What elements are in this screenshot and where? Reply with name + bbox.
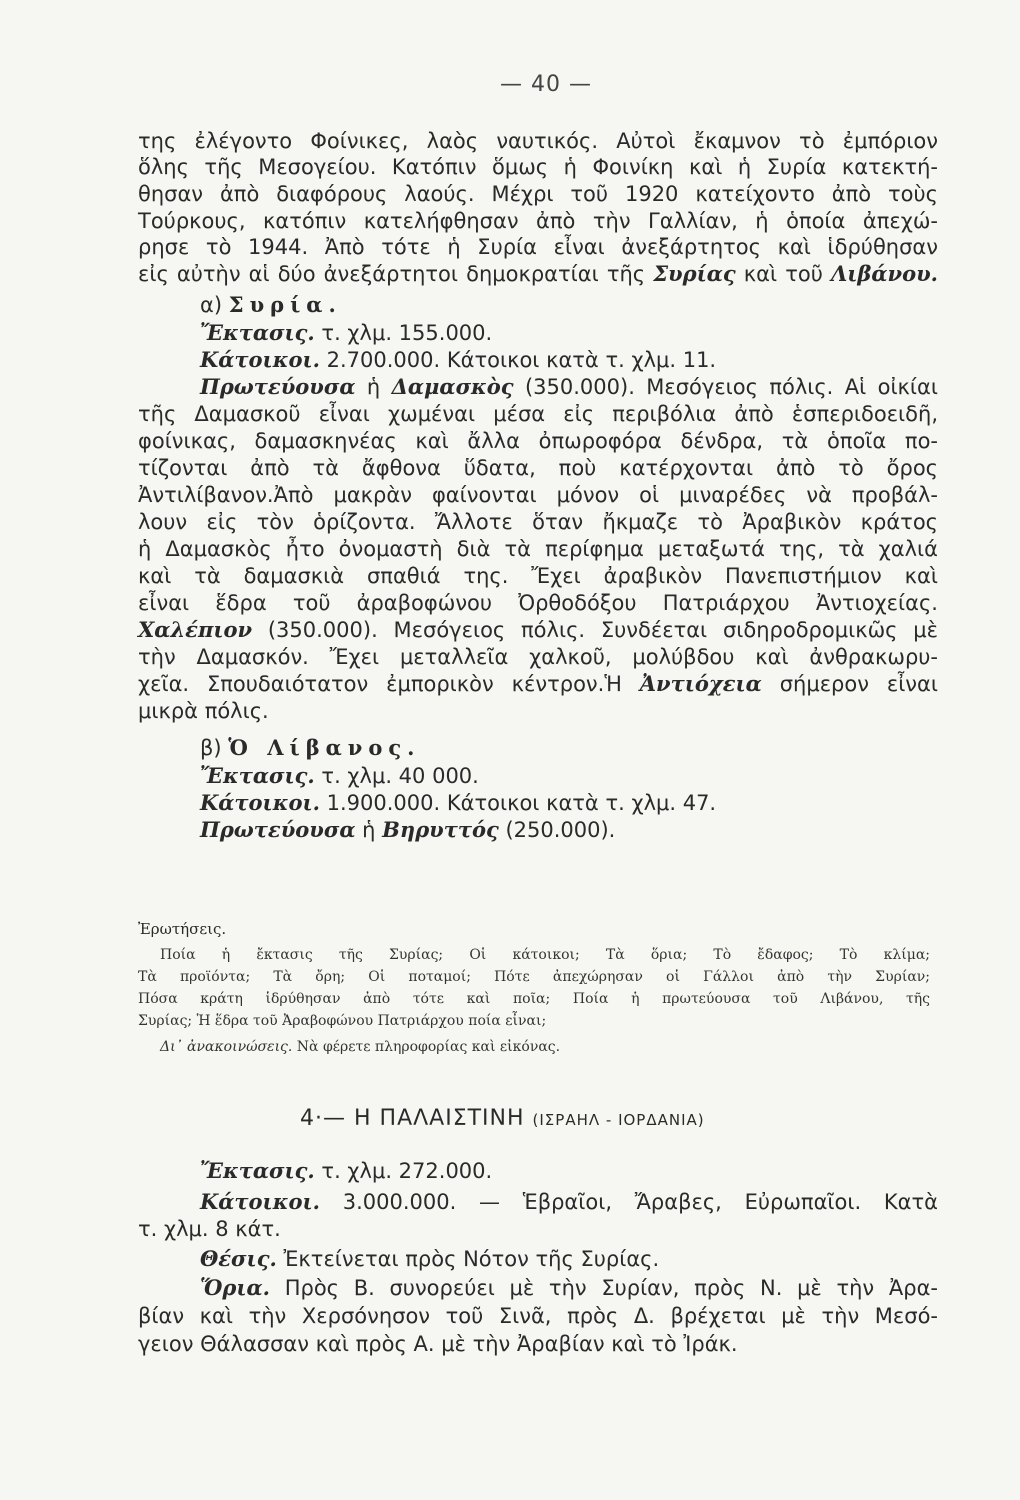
antioch-name: Ἀντιόχεια [639, 671, 762, 696]
borders-line: γειον Θάλασσαν καὶ πρὸς Α. μὲ τὴν Ἀραβίαν καὶ τὸ Ἰράκ. [138, 1332, 738, 1356]
capital-label: Πρωτεύουσα [200, 817, 356, 842]
question-line: Ποία ἡ ἔκτασις τῆς Συρίας; Οἱ κάτοικοι; Τὰ ὅρια; Τὸ ἔδαφος; Τὸ κλίμα; [160, 947, 930, 963]
lebanon-heading [200, 735, 600, 761]
aleppo-name: Χαλέπιον [138, 617, 253, 642]
lebanon-title: Ὁ Λίβανος. [228, 735, 421, 760]
lebanon-ref: Λιβάνου. [830, 261, 938, 286]
damascus-line: τίζονται ἀπὸ τὰ ἄφθονα ὕδατα, ποὺ κατέρχονται ἀπὸ τὸ ὄρος [138, 456, 938, 480]
palestine-subtitle: (ΙΣΡΑΗΛ - ΙΟΡΔΑΝΙΑ) [532, 1111, 705, 1129]
intro-line: ὅλης τῆς Μεσογείου. Κατόπιν ὅμως ἡ Φοινίκη καὶ ἡ Συρία κατεκτή- [138, 155, 938, 179]
syria-label: α) [200, 293, 223, 317]
palestine-population-line2: τ. χλμ. 8 κάτ. [138, 1217, 281, 1241]
palestine-position [200, 1246, 900, 1272]
area-value: τ. χλμ. 40 000. [321, 764, 479, 788]
lebanon-area [200, 763, 800, 789]
capital-name: Δαμασκὸς [391, 374, 514, 399]
intro-line: της ἐλέγοντο Φοίνικες, λαὸς ναυτικός. Αὐτοὶ ἔκαμνον τὸ ἐμπόριον [138, 129, 938, 153]
capital-rest: (350.000). Μεσόγειος πόλις. Αἱ οἰκίαι [513, 375, 938, 399]
position-label: Θέσις. [200, 1246, 277, 1271]
damascus-line: ἡ Δαμασκὸς ἦτο ὀνομαστὴ διὰ τὰ περίφημα μεταξωτά της, τὰ χαλιά [138, 537, 938, 561]
capital-pre: ἡ [355, 818, 383, 842]
antioch-pre: χεῖα. Σπουδαιότατον ἐμπορικὸν κέντρον.Ἡ [138, 672, 640, 696]
damascus-line: καὶ τὰ δαμασκιὰ σπαθιά της. Ἔχει ἀραβικὸν Πανεπιστήμιον καὶ [138, 564, 938, 588]
question-line: Πόσα κράτη ἱδρύθησαν ἀπὸ τότε καὶ ποῖα; Ποία ἡ πρωτεύουσα τοῦ Λιβάνου, τῆς [138, 991, 930, 1007]
damascus-line: εἶναι ἕδρα τοῦ ἀραβοφώνου Ὀρθοδόξου Πατριάρχου Ἀντιοχείας. [138, 591, 938, 615]
damascus-line: τῆς Δαμασκοῦ εἶναι χωμέναι μέσα εἰς περιβόλια ἀπὸ ἑσπεριδοειδῆ, [138, 402, 938, 426]
intro-and: καὶ τοῦ [735, 262, 831, 286]
communications-text: Νὰ φέρετε πληροφορίας καὶ εἰκόνας. [292, 1039, 561, 1055]
area-value: τ. χλμ. 272.000. [321, 1159, 493, 1183]
intro-line: Τούρκους, κατόπιν κατελήφθησαν ἀπὸ τὴν Γαλλίαν, ἡ ὁποία ἀπεχώ- [138, 209, 938, 233]
population-label: Κάτοικοι. [200, 347, 320, 372]
palestine-borders [200, 1275, 938, 1301]
borders-first: Πρὸς Β. συνορεύει μὲ τὴν Συρίαν, πρὸς Ν. μὲ τὴν Ἀρα- [270, 1276, 938, 1300]
syria-last-line: μικρὰ πόλις. [138, 699, 269, 723]
palestine-heading [300, 1106, 705, 1131]
capital-pre: ἡ [355, 375, 392, 399]
communications-line [160, 1036, 930, 1058]
lebanon-label: β) [200, 736, 222, 760]
questions-heading: Ἐρωτήσεις. [138, 920, 227, 938]
population-value: 1.900.000. Κάτοικοι κατὰ τ. χλμ. 47. [326, 791, 717, 815]
population-value: 2.700.000. Κάτοικοι κατὰ τ. χλμ. 11. [326, 348, 717, 372]
population-label: Κάτοικοι. [200, 790, 320, 815]
aleppo-rest: (350.000). Μεσόγειος πόλις. Συνδέεται σιδηροδρομικῶς μὲ [252, 618, 938, 642]
question-line: Τὰ προϊόντα; Τὰ ὄρη; Οἱ ποταμοί; Πότε ἀπεχώρησαν οἱ Γάλλοι ἀπὸ τὴν Συρίαν; [138, 969, 930, 985]
syria-title: Συρία. [228, 292, 342, 317]
syria-capital [200, 374, 938, 400]
area-label: Ἔκτασις. [200, 1158, 315, 1183]
lebanon-population [200, 790, 900, 816]
capital-name: Βηρυττός [382, 817, 499, 842]
area-label: Ἔκτασις. [200, 320, 315, 345]
area-label: Ἔκτασις. [200, 763, 315, 788]
syria-heading [200, 292, 600, 318]
area-value: τ. χλμ. 155.000. [321, 321, 493, 345]
borders-line: βίαν καὶ τὴν Χερσόνησον τοῦ Σινᾶ, πρὸς Δ. βρέχεται μὲ τὴν Μεσό- [138, 1304, 938, 1328]
population-value: 3.000.000. — Ἑβραῖοι, Ἄραβες, Εὐρωπαῖοι. Κατὰ [342, 1190, 938, 1214]
intro-text: εἰς αὐτὴν αἱ δύο ἀνεξάρτητοι δημοκρατίαι τῆς [138, 262, 654, 286]
intro-line: θησαν ἀπὸ διαφόρους λαούς. Μέχρι τοῦ 1920 κατείχοντο ἀπὸ τοὺς [138, 182, 938, 206]
capital-label: Πρωτεύουσα [200, 374, 356, 399]
question-line: Συρίας; Ἡ ἕδρα τοῦ Ἀραβοφώνου Πατριάρχου ποία εἶναι; [138, 1013, 547, 1029]
damascus-line: φοίνικας, δαμασκηνέας καὶ ἄλλα ὀπωροφόρα δένδρα, τὰ ὁποῖα πο- [138, 429, 938, 453]
antioch-line [138, 671, 938, 697]
damascus-line: Ἀντιλίβανον.Ἀπὸ μακρὰν φαίνονται μόνον οἱ μιναρέδες νὰ προβάλ- [138, 483, 938, 507]
intro-line: ρησε τὸ 1944. Ἀπὸ τότε ἡ Συρία εἶναι ἀνεξάρτητος καὶ ἱδρύθησαν [138, 235, 938, 259]
palestine-title: 4·— Η ΠΑΛΑΙΣΤΙΝΗ [300, 1106, 525, 1131]
syria-area [200, 320, 800, 346]
position-value: Ἐκτείνεται πρὸς Νότον τῆς Συρίας. [283, 1247, 660, 1271]
palestine-area [200, 1158, 800, 1184]
palestine-population [200, 1189, 938, 1215]
syria-ref: Συρίας [653, 261, 736, 286]
borders-label: Ὅρια. [200, 1275, 270, 1300]
syria-population [200, 347, 900, 373]
aleppo-line: τὴν Δαμασκόν. Ἔχει μεταλλεῖα χαλκοῦ, μολύβδου καὶ ἀνθρακωρυ- [138, 645, 938, 669]
capital-rest: (250.000). [498, 818, 616, 842]
population-label: Κάτοικοι. [200, 1189, 320, 1214]
communications-label: Δι᾿ ἀνακοινώσεις. [160, 1039, 293, 1055]
aleppo-line [138, 617, 938, 643]
page-number: — 40 — [500, 72, 592, 97]
intro-line [138, 261, 938, 287]
lebanon-capital [200, 817, 900, 843]
antioch-post: σήμερον εἶναι [761, 672, 938, 696]
damascus-line: λουν εἰς τὸν ὁρίζοντα. Ἄλλοτε ὅταν ἤκμαζε τὸ Ἀραβικὸν κράτος [138, 510, 938, 534]
